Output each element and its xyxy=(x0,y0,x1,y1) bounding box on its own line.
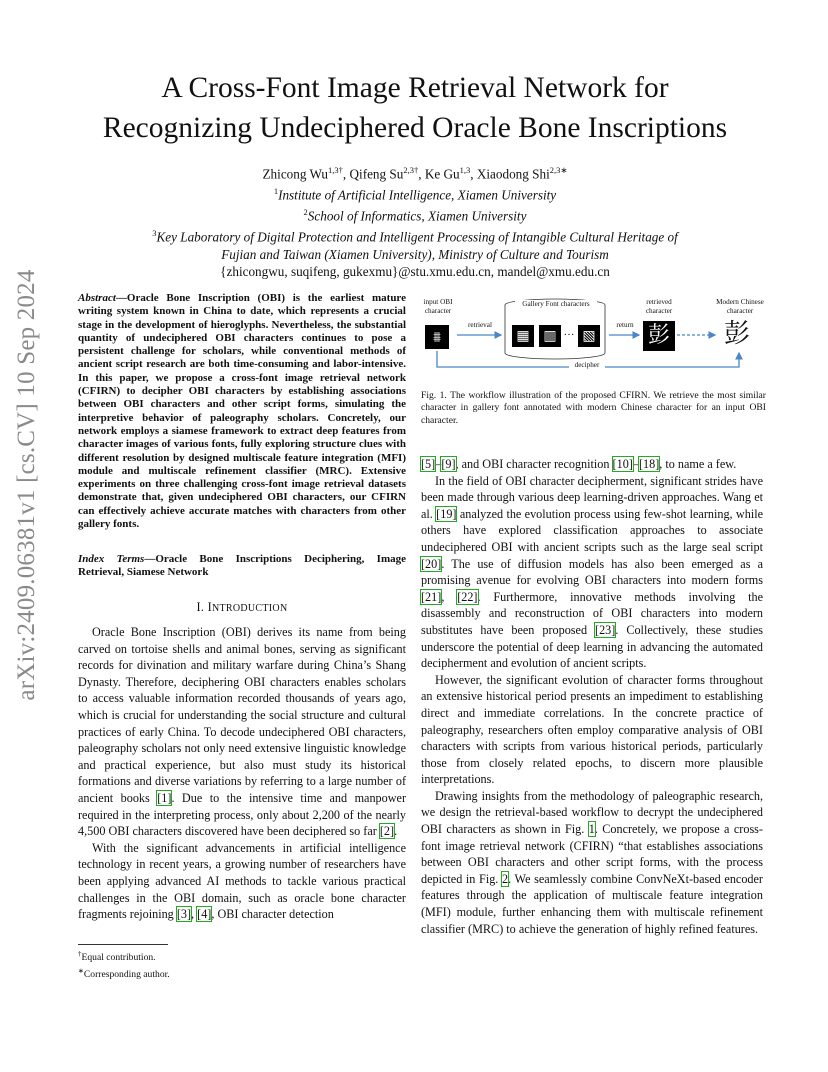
modern-chinese-character: 彭 xyxy=(723,319,750,349)
author-3: Ke Gu xyxy=(424,166,460,182)
author-2-mark: 2,3† xyxy=(403,165,419,175)
author-1: Zhicong Wu xyxy=(262,166,329,182)
citation-link[interactable]: [3] xyxy=(176,907,192,922)
title-line-2: Recognizing Undeciphered Oracle Bone Inscriptions xyxy=(102,112,728,144)
arxiv-identifier xyxy=(12,269,42,701)
author-4: Xiaodong Shi xyxy=(476,166,550,182)
right-paragraph-methodology: Drawing insights from the methodology of paleographic research, we design the retrieval-based workflow to decrypt the undeciphered OBI characters as shown in Fig. 1. Concretely, we propose a cross-font image retrieval network (CFIRN) “that establishes associations between OBI characters and other script forms, with the process depicted in Fig. 2. We seamlessly combine ConvNeXt-based encoder features through the application of multiscale feature integration (MFI) module, further enhancing them with multiscale refinement classifier (MRC) to achieve the generation of highly refined features. xyxy=(421,788,763,936)
citation-link[interactable]: [23] xyxy=(595,622,616,637)
arxiv-identifier-text: arXiv:2409.06381v1 [cs.CV] 10 Sep 2024 xyxy=(13,269,40,701)
input-obi-label: input OBI character xyxy=(423,298,453,315)
intro-paragraph-2: With the significant advancements in artificial intelligence technology in recent years, a growing number of researchers have been applying advanced AI methods to tackle various practical challenges in the OBI domain, such as oracle bone character fragments rejoining [3], [4], OBI character detection xyxy=(78,840,406,922)
author-2: Qifeng Su xyxy=(349,166,404,182)
affiliation-3: $^3$Key Laboratory of Digital Protection and Intelligent Processing of Intangible Cultural Heritage of xyxy=(152,227,678,245)
footnote-equal-contribution: †Equal contribution. xyxy=(78,950,156,964)
affiliation-1: $^1$Institute of Artificial Intelligence, Xiamen University xyxy=(273,185,557,203)
index-terms xyxy=(78,553,406,580)
abstract-label: Abstract xyxy=(78,292,116,304)
gallery-character-image-1: ▦ xyxy=(512,325,534,347)
figure-link[interactable]: 2 xyxy=(501,871,509,886)
right-paragraph-decipherment: In the field of OBI character decipherment, significant strides have been made through various deep learning-driven approaches. Wang et al. [19] analyzed the evolution process using few-shot learning, while others have explored classification approaches to associate undeciphered OBI with ancient scripts such as the large seal script [20]. The use of diffusion models has also been emerged as a promising avenue for evolving OBI characters into modern forms [21], [22]. Furthermore, innovative methods involving the disassembly and reconstruction of OBI characters into modern substitutes have been proposed [23]. Collectively, these studies underscore the potential of deep learning in advancing the automated decipherment and evolution of ancient scripts. xyxy=(421,473,763,671)
citation-link[interactable]: [4] xyxy=(197,907,212,922)
affiliation-2: $^2$School of Informatics, Xiamen University xyxy=(303,206,527,224)
author-names: Zhicong $Wu^{1,3\dagger}$, Qifeng $Su^{2,3\dagger}$, Ke Gu$^{1,3}$, Xiaodong Shi$^{2,3∗}$ xyxy=(262,165,568,182)
affiliation-3-cont: Fujian and Taiwan (Xiamen University), Ministry of Culture and Tourism xyxy=(221,246,609,262)
author-1-mark: 1,3† xyxy=(328,165,343,175)
footnotes xyxy=(78,944,406,981)
author-emails: {zhicongwu, suqifeng, gukexmu}@stu.xmu.edu.cn, mandel@xmu.edu.cn xyxy=(220,264,610,280)
footnote-rule xyxy=(78,944,168,945)
retrieval-label: retrieval xyxy=(468,321,492,329)
left-column-body xyxy=(78,624,406,923)
author-block xyxy=(40,162,790,281)
gallery-character-image-3: ▧ xyxy=(578,325,600,347)
citation-link[interactable]: [21] xyxy=(421,589,442,604)
author-3-mark: 1,3 xyxy=(459,165,471,175)
title-line-1: A Cross-Font Image Retrieval Network for xyxy=(161,72,669,104)
gallery-ellipsis: … xyxy=(563,326,575,338)
right-paragraph-continued: [5]–[9], and OBI character recognition [10]–[18], to name a few. xyxy=(421,457,737,471)
abstract-text: —Oracle Bone Inscription (OBI) is the earliest mature writing system known in China to date, which represents a crucial stage in the development of hieroglyphs. Nevertheless, the substantial quantity of undeciphered OBI characters continues to pose a persistent challenge for scholars, while conventional methods of ancient script research are both time-consuming and labor-intensive. In this paper, we propose a cross-font image retrieval network (CFIRN) to decipher OBI characters by establishing associations between OBI characters and other script forms, simulating the interpretive behavior of paleography scholars. Concretely, our network employs a siamese framework to extract deep features from character images of various fonts, fully exploring structure clues with different resolution by designed multiscale feature integration (MFI) module and multiscale refinement classifier (MRC). Extensive experiments on three challenging cross-font image retrieval datasets demonstrate that, given undeciphered OBI characters, our CFIRN can effectively achieve accurate matches with characters from other gallery fonts. xyxy=(78,292,406,531)
citation-link[interactable]: [9] xyxy=(441,457,456,471)
abstract xyxy=(78,292,406,531)
figure-link[interactable]: 1 xyxy=(588,822,595,837)
intro-paragraph-1: Oracle Bone Inscription (OBI) derives its name from being carved on tortoise shells and animal bones, serving as significant records for divination and military warfare during China’s Shang Dynasty. Therefore, deciphering OBI characters enables scholars to access valuable information recorded thousands of years ago, which is crucial for understanding the social structure and cultural practices of early China. To decode undeciphered OBI characters, paleography scholars not only need extensive linguistic knowledge and practical experience, but also must study its historical formations and diverse variations by referring to a large number of ancient books [1]. Due to the intensive time and manpower required in the interpreting process, only about 2,200 of the nearly 4,500 OBI characters discovered have been deciphered so far [2]. xyxy=(78,625,407,839)
retrieved-character-image: 彭 xyxy=(643,321,675,351)
input-obi-character-image: ⩩ xyxy=(425,325,449,349)
figure-1-caption: Fig. 1. The workflow illustration of the proposed CFIRN. We retrieve the most similar character in gallery font annotated with modern Chinese character for an input OBI character. xyxy=(421,390,766,426)
modern-chinese-label: Modern Chinese character xyxy=(716,298,764,315)
right-paragraph-evolution: However, the significant evolution of character forms throughout an extensive historical period presents an impediment to establishing direct and immediate correlations. In the concrete practice of paleography, researchers often employ comparative analysis of OBI characters with scripts from various historical periods, particularly those from closely related epochs, to discern more plausible interpretations. xyxy=(421,672,763,787)
retrieved-character-label: retrieved character xyxy=(645,298,673,315)
section-heading-introduction: I. INTRODUCTION xyxy=(196,600,288,614)
citation-link[interactable]: [5] xyxy=(421,457,436,471)
gallery-font-label: Gallery Font characters xyxy=(515,300,597,309)
citation-link[interactable]: [19] xyxy=(436,506,457,521)
paper-title xyxy=(40,68,790,148)
citation-link[interactable]: [18] xyxy=(638,457,660,471)
decipher-label: decipher xyxy=(569,361,605,370)
footnote-corresponding-author: ∗Corresponding author. xyxy=(78,966,170,980)
citation-link[interactable]: [10] xyxy=(612,457,633,471)
author-4-mark: 2,3∗ xyxy=(549,165,568,175)
citation-link[interactable]: [20] xyxy=(421,556,442,571)
citation-link[interactable]: [22] xyxy=(457,589,478,604)
gallery-character-image-2: ▥ xyxy=(539,325,561,347)
index-terms-text: —Oracle Bone Inscriptions Deciphering, Image Retrieval, Siamese Network xyxy=(78,553,406,579)
citation-link[interactable]: [2] xyxy=(379,824,395,839)
index-terms-label: Index Terms xyxy=(78,553,145,565)
return-label: return xyxy=(616,321,634,329)
figure-1-workflow xyxy=(421,295,776,380)
citation-link[interactable]: [1] xyxy=(157,790,172,805)
right-column-body xyxy=(421,456,763,937)
